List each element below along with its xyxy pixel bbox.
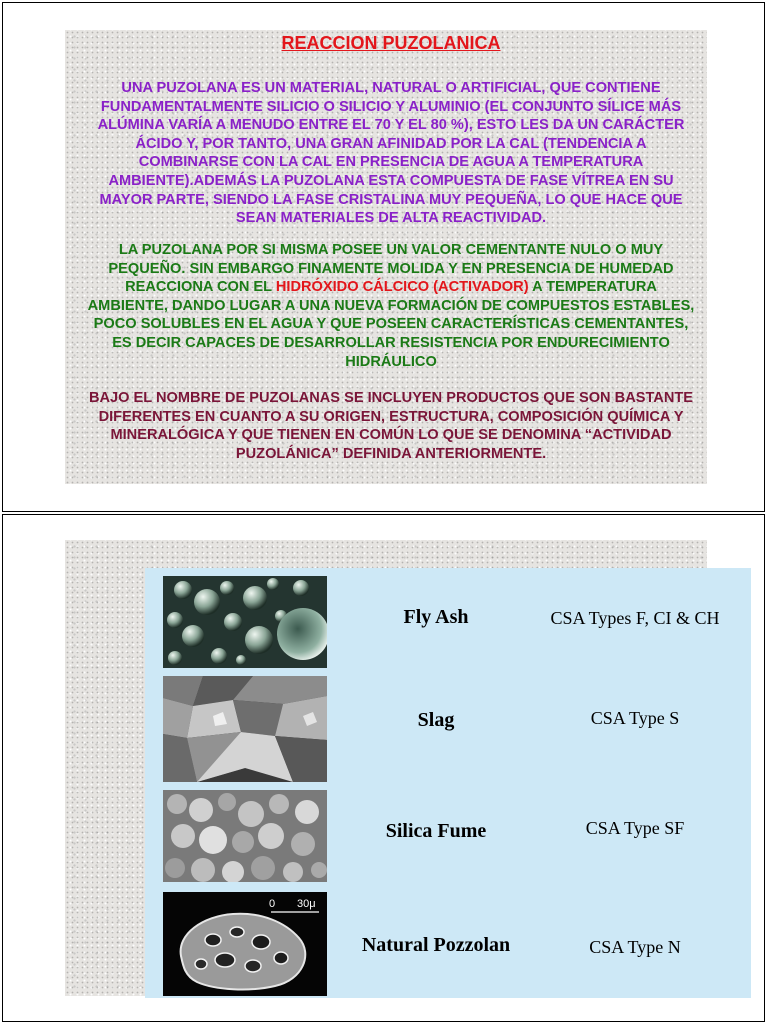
material-name: Slag (417, 709, 455, 731)
slide-1 (2, 2, 765, 512)
material-csa-type: CSA Type S (590, 708, 680, 728)
material-csa-type: CSA Types F, CI & CH (550, 608, 720, 628)
material-csa-type: CSA Type SF (585, 818, 685, 838)
paragraph-reaction (85, 241, 697, 371)
material-row-slag (145, 676, 751, 782)
paragraph-products: BAJO EL NOMBRE DE PUZOLANAS SE INCLUYEN PRODUCTOS QUE SON BASTANTE DIFERENTES EN CUANTO A SU ORIGEN, ESTRUCTURA, COMPOSICIÓN QUÍMICA Y MINERALÓGICA Y QUE TIENEN EN COMÚN LO QUE SE DENOMINA “ACTIVIDAD PUZOLÁNICA” DEFINIDA ANTERIORMENTE. (88, 390, 694, 462)
silica-fume-micrograph (163, 790, 327, 882)
natural-pozzolan-micrograph (163, 892, 327, 996)
material-name: Silica Fume (385, 820, 487, 842)
material-row-fly-ash (145, 576, 751, 668)
paragraph-reaction-start: LA PUZOLANA POR SI MISMA POSEE UN VALOR CEMENTANTE NULO O MUY PEQUEÑO. SIN EMBARGO FINAMENTE MOLIDA Y EN PRESENCIA DE HUMEDAD REACCIONA CON EL (108, 242, 674, 296)
paragraph-reaction-end: A TEMPERATURA AMBIENTE, DANDO LUGAR A UNA NUEVA FORMACIÓN DE COMPUESTOS ESTABLES, POCO SOLUBLES EN EL AGUA Y QUE POSEEN CARACTERÍSTICAS CEMENTANTES, ES DECIR CAPACES DE DESARROLLAR RESISTENCIA POR ENDURECIMIENTO HIDRÁULICO (87, 279, 695, 370)
material-name: Fly Ash (403, 606, 469, 628)
activator-highlight: HIDRÓXIDO CÁLCICO (ACTIVADOR) (275, 279, 529, 296)
material-row-natural-pozzolan (145, 892, 751, 996)
slag-micrograph (163, 676, 327, 782)
slide-2 (2, 514, 765, 1022)
fly-ash-micrograph (163, 576, 327, 668)
scale-label-zero: 0 (269, 898, 276, 910)
material-name: Natural Pozzolan (361, 934, 511, 956)
slide-2-background (65, 540, 720, 996)
slide-title: REACCION PUZOLANICA (281, 33, 501, 53)
scale-label-length: 30μ (297, 898, 316, 910)
material-csa-type: CSA Type N (589, 937, 681, 957)
material-row-silica-fume (145, 790, 751, 882)
materials-panel (145, 568, 751, 998)
paragraph-definition: UNA PUZOLANA ES UN MATERIAL, NATURAL O ARTIFICIAL, QUE CONTIENE FUNDAMENTALMENTE SILICIO O SILICIO Y ALUMINIO (EL CONJUNTO SÍLICE MÁS ALÚMINA VARÍA A MENUDO ENTRE EL 70 Y EL 80 %), ESTO LES DA UN CARÁCTER ÁCIDO Y, POR TANTO, UNA GRAN AFINIDAD POR LA CAL (TENDENCIA A COMBINARSE CON LA CAL EN PRESENCIA DE AGUA A TEMPERATURA AMBIENTE).ADEMÁS LA PUZOLANA ESTA COMPUESTA DE FASE VÍTREA EN SU MAYOR PARTE, SIENDO LA FASE CRISTALINA MUY PEQUEÑA, LO QUE HACE QUE SEAN MATERIALES DE ALTA REACTIVIDAD. (97, 80, 685, 227)
